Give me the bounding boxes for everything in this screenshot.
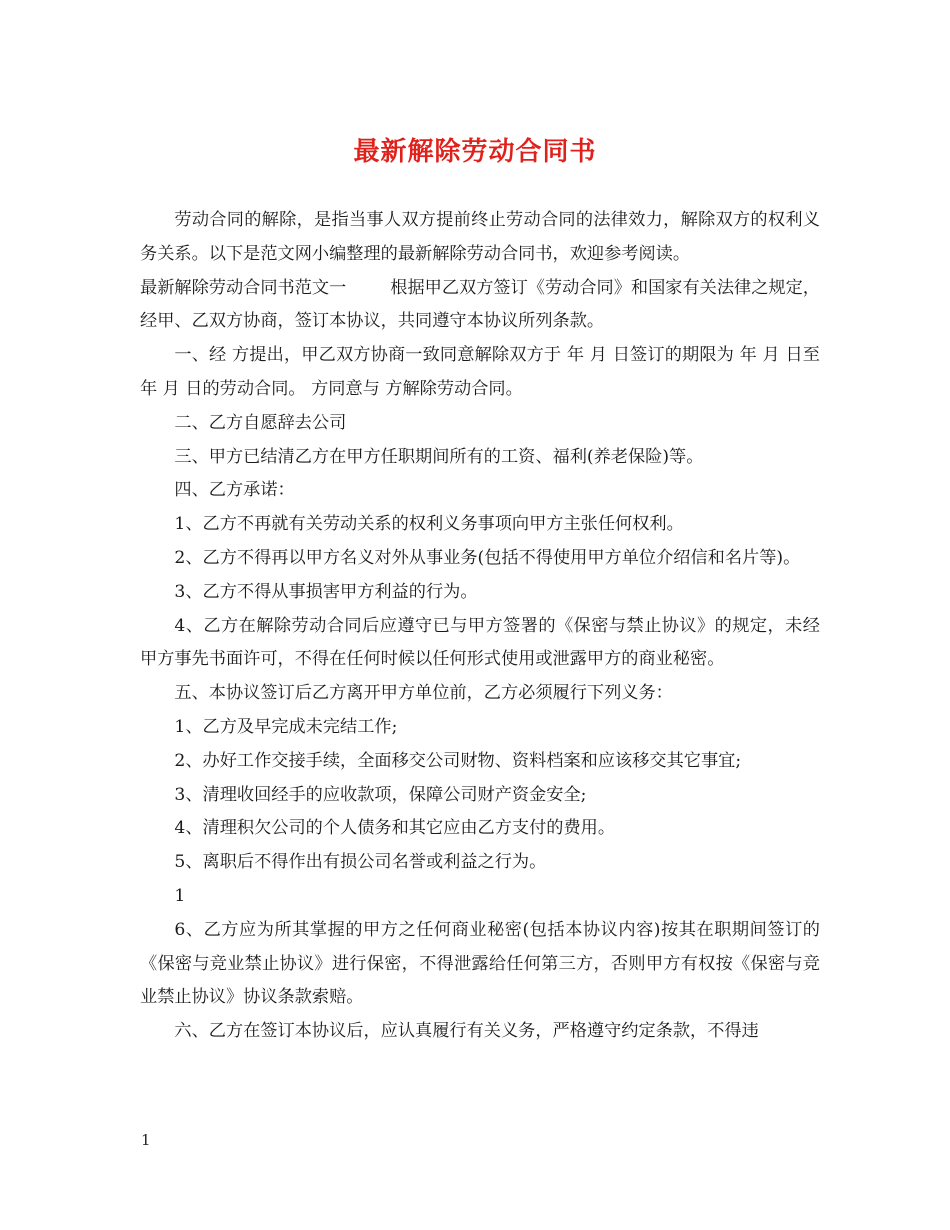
- preamble-paragraph: [140, 272, 820, 340]
- footer-page-number: 1: [141, 1131, 151, 1149]
- preamble-text: 根据甲乙双方签订《劳动合同》和国家有关法律之规定，经甲、乙双方协商，签订本协议，共同遵守本协议所列条款。: [140, 277, 820, 332]
- document-body: [140, 204, 820, 1049]
- clause-3: 三、甲方已结清乙方在甲方任职期间所有的工资、福利(养老保险)等。: [174, 446, 704, 467]
- clause-2: 二、乙方自愿辞去公司: [174, 412, 347, 433]
- clause-1: 一、经 方提出，甲乙双方协商一致同意解除双方于 年 月 日签订的期限为 年 月 日至 年 月 日的劳动合同。 方同意与 方解除劳动合同。: [140, 345, 820, 399]
- clause-5: 五、本协议签订后乙方离开甲方单位前，乙方必须履行下列义务：: [174, 683, 673, 704]
- clause-5-3: 3、清理收回经手的应收款项，保障公司财产资金安全;: [174, 784, 587, 805]
- clause-5-1: 1、乙方及早完成未完结工作;: [174, 716, 398, 737]
- section-heading: 最新解除劳动合同书范文一: [140, 277, 347, 298]
- clause-6: 六、乙方在签订本协议后，应认真履行有关义务，严格遵守约定条款，不得违: [174, 1021, 759, 1042]
- intro-paragraph: 劳动合同的解除，是指当事人双方提前终止劳动合同的法律效力，解除双方的权利义务关系。以下是范文网小编整理的最新解除劳动合同书，欢迎参考阅读。: [140, 210, 820, 264]
- clause-4: 四、乙方承诺：: [174, 480, 295, 501]
- document-title: 最新解除劳动合同书: [353, 137, 597, 167]
- clause-4-1: 1、乙方不再就有关劳动关系的权利义务事项向甲方主张任何权利。: [174, 514, 684, 535]
- clause-4-4: 4、乙方在解除劳动合同后应遵守已与甲方签署的《保密与禁止协议》的规定，未经甲方事先书面许可，不得在任何时候以任何形式使用或泄露甲方的商业秘密。: [140, 615, 820, 670]
- clause-5-4: 4、清理积欠公司的个人债务和其它应由乙方支付的费用。: [174, 818, 616, 839]
- clause-4-3: 3、乙方不得从事损害甲方利益的行为。: [174, 581, 478, 602]
- inline-page-number: 1: [174, 885, 186, 906]
- clause-5-5: 5、离职后不得作出有损公司名誉或利益之行为。: [174, 852, 547, 873]
- clause-5-6: 6、乙方应为所其掌握的甲方之任何商业秘密(包括本协议内容)按其在职期间签订的《保密与竞业禁止协议》进行保密，不得泄露给任何第三方，否则甲方有权按《保密与竞业禁止协议》协议条款索赔。: [140, 919, 820, 1008]
- clause-4-2: 2、乙方不得再以甲方名义对外从事业务(包括不得使用甲方单位介绍信和名片等)。: [174, 547, 801, 568]
- clause-5-2: 2、办好工作交接手续，全面移交公司财物、资料档案和应该移交其它事宜;: [174, 750, 742, 771]
